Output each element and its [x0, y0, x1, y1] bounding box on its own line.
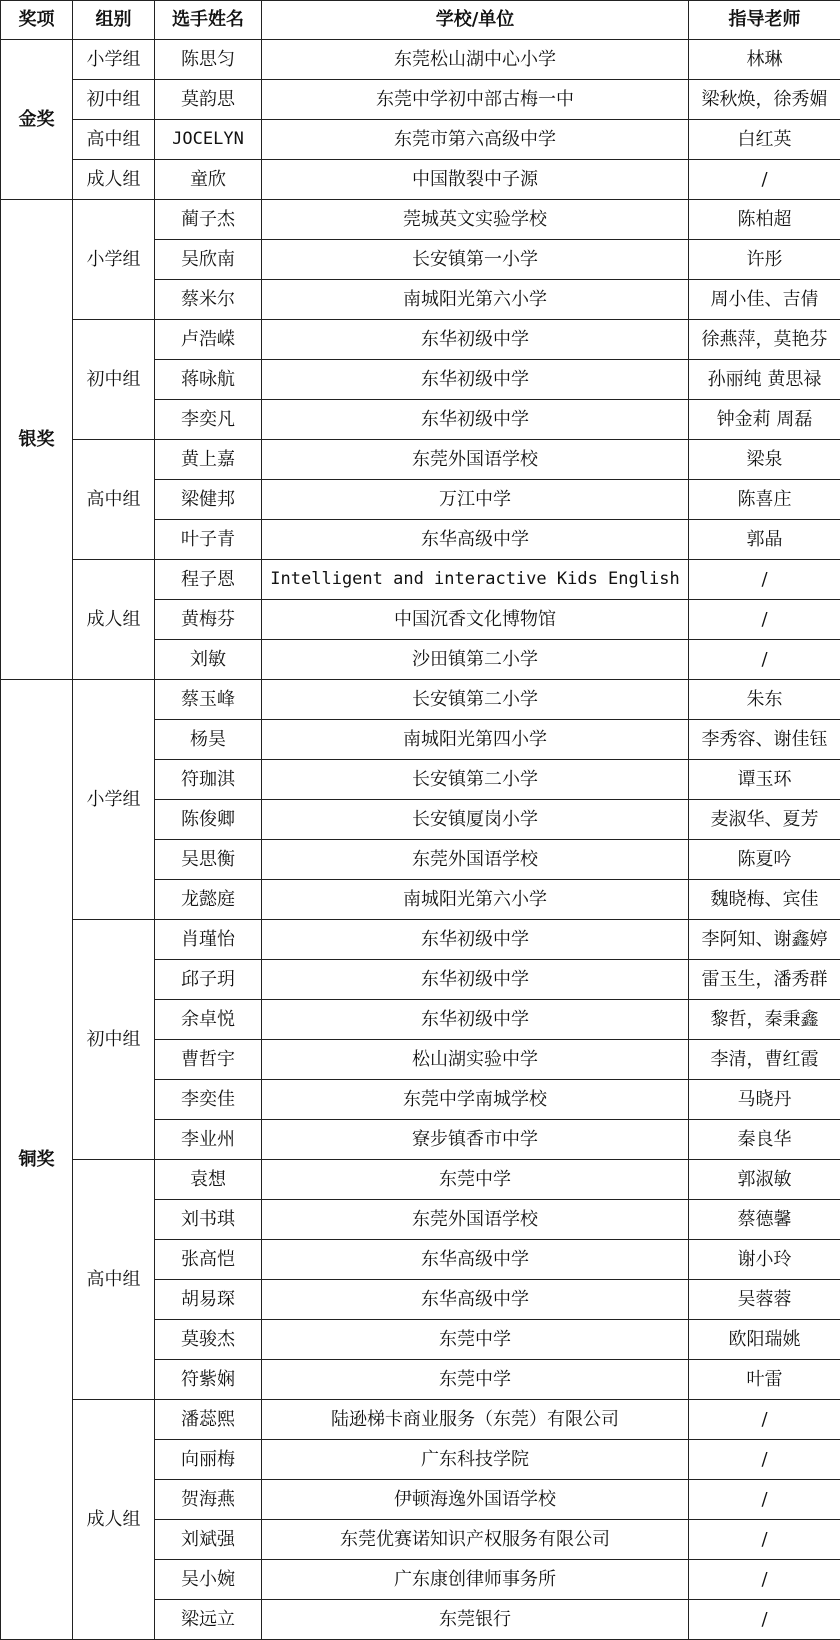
teacher-cell: 梁泉 — [689, 440, 840, 480]
contestant-cell: 梁远立 — [155, 1600, 262, 1640]
contestant-cell: 蒋咏航 — [155, 360, 262, 400]
school-cell: 东莞外国语学校 — [262, 840, 689, 880]
teacher-cell: 孙丽纯 黄思禄 — [689, 360, 840, 400]
school-cell: 沙田镇第二小学 — [262, 640, 689, 680]
teacher-cell: 郭淑敏 — [689, 1160, 840, 1200]
school-cell: 长安镇厦岗小学 — [262, 800, 689, 840]
contestant-cell: 蔡米尔 — [155, 280, 262, 320]
contestant-cell: 黄梅芬 — [155, 600, 262, 640]
contestant-cell: 胡易琛 — [155, 1280, 262, 1320]
school-cell: 东莞中学南城学校 — [262, 1080, 689, 1120]
teacher-cell: 李秀容、谢佳钰 — [689, 720, 840, 760]
contestant-cell: 吴思衡 — [155, 840, 262, 880]
teacher-cell: 陈柏超 — [689, 200, 840, 240]
school-cell: Intelligent and interactive Kids English — [262, 560, 689, 600]
teacher-cell: / — [689, 600, 840, 640]
teacher-cell: 梁秋焕，徐秀媚 — [689, 80, 840, 120]
school-cell: 松山湖实验中学 — [262, 1040, 689, 1080]
school-cell: 东莞中学 — [262, 1360, 689, 1400]
group-cell: 初中组 — [73, 920, 155, 1160]
school-cell: 东莞外国语学校 — [262, 1200, 689, 1240]
school-cell: 寮步镇香市中学 — [262, 1120, 689, 1160]
contestant-cell: JOCELYN — [155, 120, 262, 160]
school-cell: 东莞中学初中部古梅一中 — [262, 80, 689, 120]
contestant-cell: 蔺子杰 — [155, 200, 262, 240]
school-cell: 东莞银行 — [262, 1600, 689, 1640]
teacher-cell: 钟金莉 周磊 — [689, 400, 840, 440]
table-row — [1, 80, 840, 120]
contestant-cell: 蔡玉峰 — [155, 680, 262, 720]
contestant-cell: 吴小婉 — [155, 1560, 262, 1600]
header-teacher: 指导老师 — [689, 1, 840, 40]
teacher-cell: 魏晓梅、宾佳 — [689, 880, 840, 920]
school-cell: 东华初级中学 — [262, 320, 689, 360]
group-cell: 初中组 — [73, 80, 155, 120]
award-cell: 银奖 — [1, 200, 73, 680]
contestant-cell: 程子恩 — [155, 560, 262, 600]
school-cell: 中国散裂中子源 — [262, 160, 689, 200]
group-cell: 成人组 — [73, 560, 155, 680]
table-row — [1, 920, 840, 960]
school-cell: 东华初级中学 — [262, 360, 689, 400]
school-cell: 东华初级中学 — [262, 1000, 689, 1040]
contestant-cell: 李奕佳 — [155, 1080, 262, 1120]
school-cell: 东莞中学 — [262, 1320, 689, 1360]
contestant-cell: 向丽梅 — [155, 1440, 262, 1480]
teacher-cell: 陈喜庄 — [689, 480, 840, 520]
school-cell: 万江中学 — [262, 480, 689, 520]
contestant-cell: 贺海燕 — [155, 1480, 262, 1520]
school-cell: 东莞中学 — [262, 1160, 689, 1200]
teacher-cell: / — [689, 1400, 840, 1440]
teacher-cell: / — [689, 160, 840, 200]
teacher-cell: 秦良华 — [689, 1120, 840, 1160]
school-cell: 东莞外国语学校 — [262, 440, 689, 480]
school-cell: 长安镇第二小学 — [262, 680, 689, 720]
contestant-cell: 卢浩嵘 — [155, 320, 262, 360]
teacher-cell: 李阿知、谢鑫婷 — [689, 920, 840, 960]
group-cell: 初中组 — [73, 320, 155, 440]
teacher-cell: 陈夏吟 — [689, 840, 840, 880]
group-cell: 高中组 — [73, 440, 155, 560]
group-cell: 成人组 — [73, 160, 155, 200]
teacher-cell: 林琳 — [689, 40, 840, 80]
contestant-cell: 曹哲宇 — [155, 1040, 262, 1080]
table-row — [1, 1400, 840, 1440]
award-cell: 金奖 — [1, 40, 73, 200]
contestant-cell: 叶子青 — [155, 520, 262, 560]
school-cell: 南城阳光第六小学 — [262, 880, 689, 920]
table-row — [1, 680, 840, 720]
school-cell: 东莞优赛诺知识产权服务有限公司 — [262, 1520, 689, 1560]
teacher-cell: 徐燕萍，莫艳芬 — [689, 320, 840, 360]
header-row — [1, 1, 840, 40]
teacher-cell: 谢小玲 — [689, 1240, 840, 1280]
contestant-cell: 刘斌强 — [155, 1520, 262, 1560]
school-cell: 东华初级中学 — [262, 400, 689, 440]
award-cell: 铜奖 — [1, 680, 73, 1640]
school-cell: 长安镇第二小学 — [262, 760, 689, 800]
teacher-cell: 叶雷 — [689, 1360, 840, 1400]
contestant-cell: 刘书琪 — [155, 1200, 262, 1240]
contestant-cell: 龙懿庭 — [155, 880, 262, 920]
teacher-cell: 白红英 — [689, 120, 840, 160]
table-row — [1, 440, 840, 480]
school-cell: 东莞市第六高级中学 — [262, 120, 689, 160]
school-cell: 东华高级中学 — [262, 520, 689, 560]
teacher-cell: / — [689, 1520, 840, 1560]
contestant-cell: 余卓悦 — [155, 1000, 262, 1040]
contestant-cell: 黄上嘉 — [155, 440, 262, 480]
teacher-cell: 欧阳瑞姚 — [689, 1320, 840, 1360]
school-cell: 南城阳光第六小学 — [262, 280, 689, 320]
school-cell: 伊顿海逸外国语学校 — [262, 1480, 689, 1520]
teacher-cell: / — [689, 1600, 840, 1640]
teacher-cell: / — [689, 640, 840, 680]
teacher-cell: / — [689, 1560, 840, 1600]
contestant-cell: 邱子玥 — [155, 960, 262, 1000]
contestant-cell: 莫韵思 — [155, 80, 262, 120]
group-cell: 小学组 — [73, 40, 155, 80]
header-group: 组别 — [73, 1, 155, 40]
contestant-cell: 张高恺 — [155, 1240, 262, 1280]
table-row — [1, 560, 840, 600]
teacher-cell: 吴蓉蓉 — [689, 1280, 840, 1320]
teacher-cell: 李清，曹红霞 — [689, 1040, 840, 1080]
header-contestant: 选手姓名 — [155, 1, 262, 40]
teacher-cell: 麦淑华、夏芳 — [689, 800, 840, 840]
teacher-cell: / — [689, 1440, 840, 1480]
teacher-cell: / — [689, 560, 840, 600]
teacher-cell: 周小佳、吉倩 — [689, 280, 840, 320]
school-cell: 广东科技学院 — [262, 1440, 689, 1480]
group-cell: 高中组 — [73, 1160, 155, 1400]
contestant-cell: 陈俊卿 — [155, 800, 262, 840]
group-cell: 高中组 — [73, 120, 155, 160]
table-header — [1, 1, 840, 40]
group-cell: 成人组 — [73, 1400, 155, 1640]
teacher-cell: 郭晶 — [689, 520, 840, 560]
school-cell: 东华高级中学 — [262, 1240, 689, 1280]
table-row — [1, 320, 840, 360]
contestant-cell: 符珈淇 — [155, 760, 262, 800]
table-row — [1, 1160, 840, 1200]
school-cell: 东华高级中学 — [262, 1280, 689, 1320]
school-cell: 东华初级中学 — [262, 960, 689, 1000]
contestant-cell: 李业州 — [155, 1120, 262, 1160]
teacher-cell: 蔡德馨 — [689, 1200, 840, 1240]
teacher-cell: 雷玉生，潘秀群 — [689, 960, 840, 1000]
teacher-cell: 谭玉环 — [689, 760, 840, 800]
contestant-cell: 莫骏杰 — [155, 1320, 262, 1360]
school-cell: 中国沉香文化博物馆 — [262, 600, 689, 640]
school-cell: 陆逊梯卡商业服务（东莞）有限公司 — [262, 1400, 689, 1440]
school-cell: 南城阳光第四小学 — [262, 720, 689, 760]
header-school: 学校/单位 — [262, 1, 689, 40]
teacher-cell: 黎哲，秦秉鑫 — [689, 1000, 840, 1040]
table-row — [1, 120, 840, 160]
contestant-cell: 潘蕊熙 — [155, 1400, 262, 1440]
contestant-cell: 李奕凡 — [155, 400, 262, 440]
contestant-cell: 杨昊 — [155, 720, 262, 760]
school-cell: 莞城英文实验学校 — [262, 200, 689, 240]
teacher-cell: 朱东 — [689, 680, 840, 720]
teacher-cell: 许彤 — [689, 240, 840, 280]
teacher-cell: / — [689, 1480, 840, 1520]
header-award: 奖项 — [1, 1, 73, 40]
group-cell: 小学组 — [73, 680, 155, 920]
school-cell: 长安镇第一小学 — [262, 240, 689, 280]
table-row — [1, 40, 840, 80]
school-cell: 广东康创律师事务所 — [262, 1560, 689, 1600]
table-body — [1, 40, 840, 1640]
contestant-cell: 袁想 — [155, 1160, 262, 1200]
contestant-cell: 陈思匀 — [155, 40, 262, 80]
contestant-cell: 童欣 — [155, 160, 262, 200]
contestant-cell: 刘敏 — [155, 640, 262, 680]
contestant-cell: 符紫娴 — [155, 1360, 262, 1400]
table-row — [1, 160, 840, 200]
school-cell: 东莞松山湖中心小学 — [262, 40, 689, 80]
contestant-cell: 肖瑾怡 — [155, 920, 262, 960]
contestant-cell: 梁健邦 — [155, 480, 262, 520]
group-cell: 小学组 — [73, 200, 155, 320]
teacher-cell: 马晓丹 — [689, 1080, 840, 1120]
table-row — [1, 200, 840, 240]
school-cell: 东华初级中学 — [262, 920, 689, 960]
contestant-cell: 吴欣南 — [155, 240, 262, 280]
